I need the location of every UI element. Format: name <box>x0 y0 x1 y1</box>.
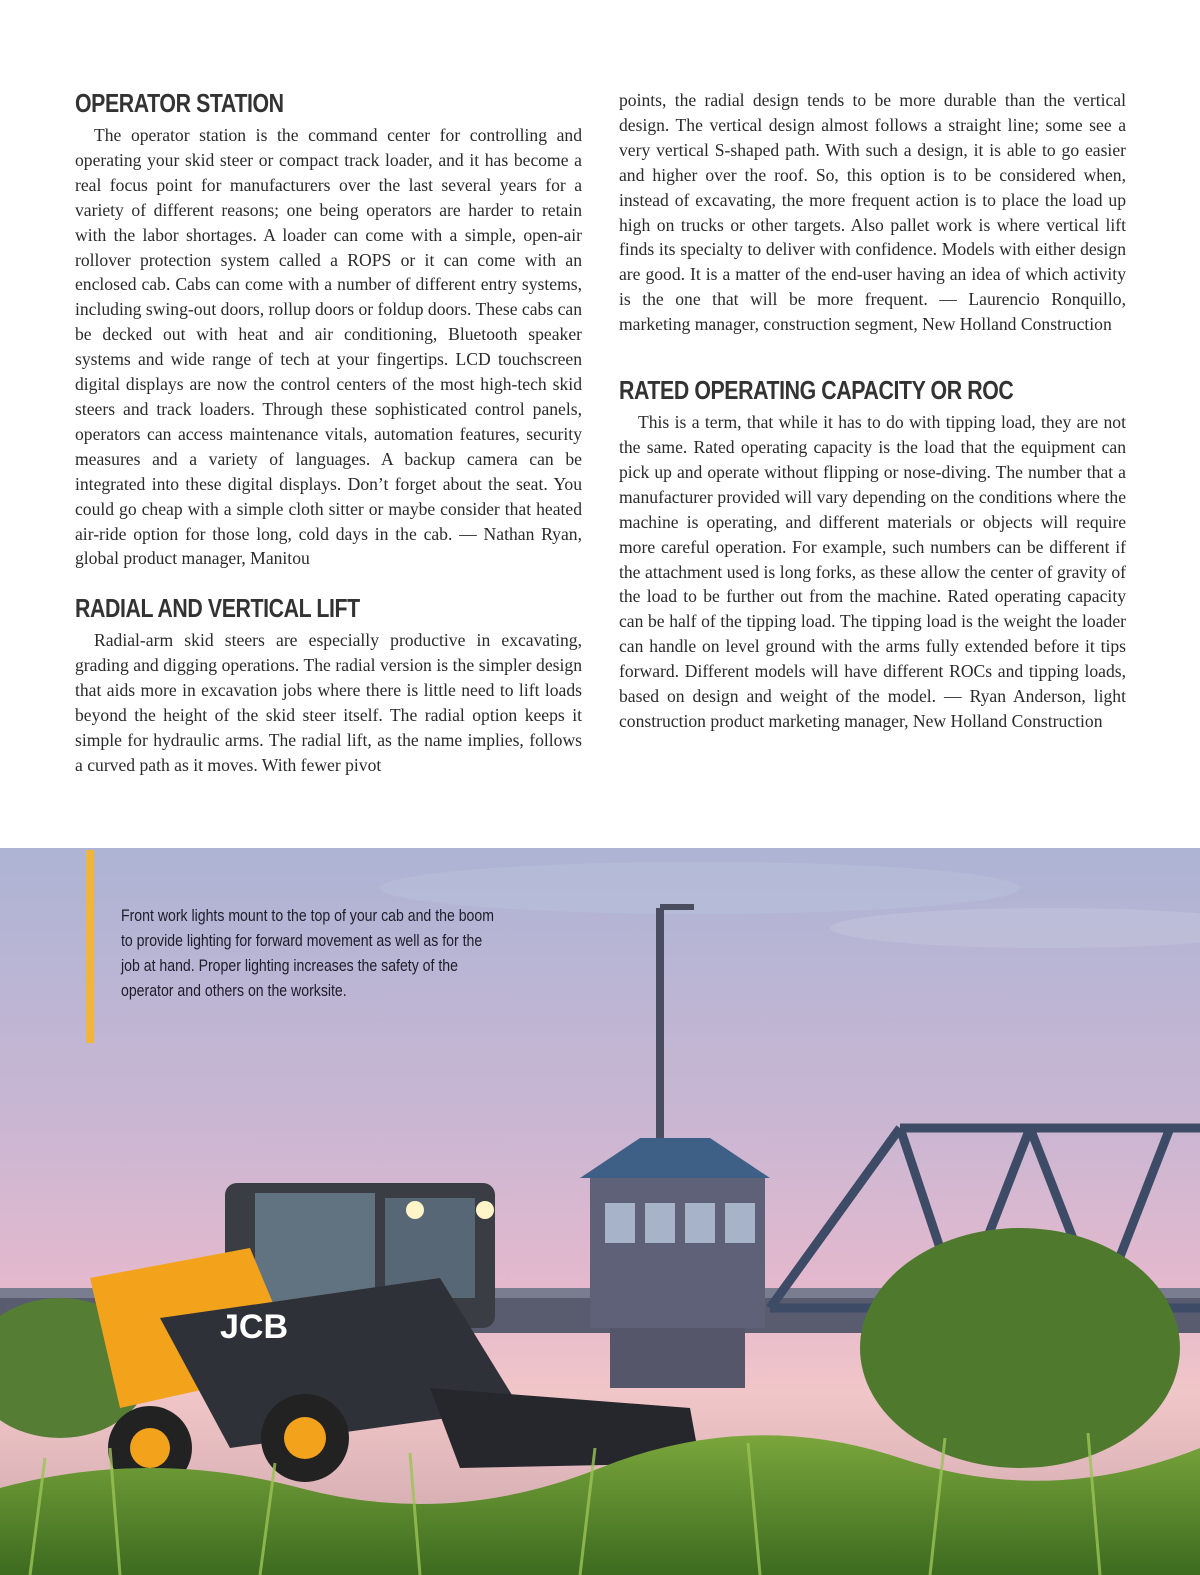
radial-vertical-body-part2: points, the radial design tends to be more durable than the vertical design. The vertical design almost follows a straight line; some see a very vertical S-shaped path. With such a design, it is able to go easier and higher over the roof. So, this option is to be considered when, instead of excavating, the more frequent action is to place the load up high on trucks or other targets. Also pallet work is where vertical lift finds its specialty to deliver with confidence. Models with either design are good. It is a matter of the end-user having an idea of which activity is the one that will be more frequent. — Laurencio Ronquillo, marketing manager, construction segment, New Holland Construction <box>619 90 1126 335</box>
heading-operator-station: OPERATOR STATION <box>75 88 284 118</box>
photo-caption: Front work lights mount to the top of your cab and the boom to provide lighting for forward movement as well as for the job at hand. Proper lighting increases the safety of the operator and others on the worksite. <box>121 907 494 1000</box>
heading-radial-vertical-lift: RADIAL AND VERTICAL LIFT <box>75 593 360 624</box>
jcb-logo: JCB <box>220 1308 289 1346</box>
caption-accent-bar <box>86 850 94 1043</box>
operator-station-body: The operator station is the command center for controlling and operating your skid steer or compact track loader, and it has become a real focus point for manufacturers over the last several years for a variety of different reasons; one being operators are harder to retain with the labor shortages. A loader can come with a simple, open-air rollover protection system called a ROPS or it can come with an enclosed cab. Cabs can come with a number of different entry systems, including swing-out doors, rollup doors or foldup doors. These cabs can be decked out with heat and air conditioning, Bluetooth speaker systems and wide range of tech at your fingertips. LCD touchscreen digital displays are now the control centers of the most high-tech skid steers and track loaders. Through these sophisticated control panels, operators can access maintenance vitals, automation features, security measures and a variety of languages. A backup camera can be integrated into these digital displays. Don’t forget about the seat. You could go cheap with a simple cloth sitter or maybe consider that heated air-ride option for those long, cold days in the cab. — Nathan Ryan, global product manager, Manitou <box>75 125 582 569</box>
left-column <box>75 80 582 778</box>
rated-capacity-body: This is a term, that while it has to do with tipping load, they are not the same. Rated operating capacity is the load that the equipment can pick up and operate without flipping or nose-diving. The number that a manufacturer provided will vary depending on the conditions where the machine is operating, and different materials or objects will require more careful operation. For example, such numbers can be different if the attachment used is long forks, as these allow the center of gravity of the load to be further out from the machine. Rated operating capacity can be half of the tipping load. The tipping load is the weight the loader can handle on level ground with the arms fully extended before it tips forward. Different models will have different ROCs and tipping loads, based on design and weight of the model. — Ryan Anderson, light construction product marketing manager, New Holland Construction <box>619 412 1126 731</box>
radial-vertical-body-part1: Radial-arm skid steers are especially productive in excavating, grading and digging operations. The radial version is the simpler design that aids more in excavation jobs where there is little need to lift loads beyond the height of the skid steer itself. The radial option keeps it simple for hydraulic arms. The radial lift, as the name implies, follows a curved path as it moves. With fewer pivot <box>75 630 582 775</box>
heading-rated-operating-capacity: RATED OPERATING CAPACITY OR ROC <box>619 375 1014 406</box>
right-column <box>619 88 1126 734</box>
skid-steer-photo <box>0 848 1200 1575</box>
